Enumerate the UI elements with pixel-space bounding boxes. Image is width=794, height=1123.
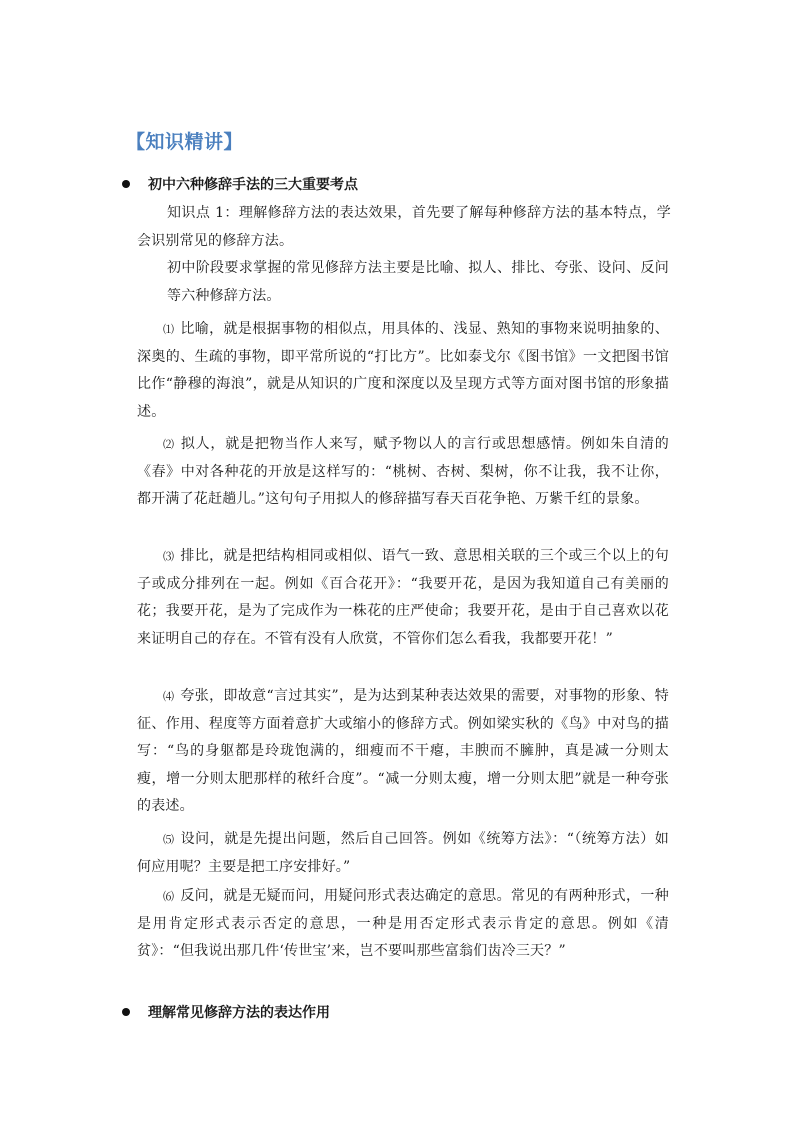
- item-text: 比喻，就是根据事物的相似点，用具体的、浅显、熟知的事物来说明抽象的、深奥的、生疏的事物，即平常所说的“打比方”。比如泰戈尔《图书馆》一文把图书馆比作“静穆的海浪”，就是从知识的广度和深度以及呈现方式等方面对图书馆的形象描述。: [137, 321, 669, 420]
- bullet-dot-icon: [122, 180, 130, 188]
- item-2-paragraph: [137, 431, 669, 514]
- item-text: 排比，就是把结构相同或相似、语气一致、意思相关联的三个或三个以上的句子或成分排列在一起。例如《百合花开》：“我要开花，是因为我知道自己有美丽的花；我要开花，是为了完成作为一株花的庄严使命；我要开花，是由于自己喜欢以花来证明自己的存在。不管有没有人欣赏，不管你们怎么看我，我都要开花！”: [137, 548, 669, 647]
- item-5-paragraph: [137, 826, 669, 881]
- item-4-paragraph: [137, 683, 669, 821]
- item-text: 夸张，即故意“言过其实”，是为达到某种表达效果的需要，对事物的形象、特征、作用、程度等方面着意扩大或缩小的修辞方式。例如梁实秋的《鸟》中对鸟的描写：“鸟的身躯都是玲珑饱满的，细瘦而不干瘪，丰腴而不臃肿，真是减一分则太瘦，增一分则太肥那样的秾纤合度”。“减一分则太瘦，增一分则太肥”就是一种夸张的表述。: [137, 688, 669, 814]
- intro-paragraph: [167, 255, 669, 310]
- item-text: 设问，就是先提出问题，然后自己回答。例如《统筹方法》：“（统筹方法）如何应用呢？主要是把工序安排好。”: [137, 831, 669, 875]
- item-text: 拟人，就是把物当作人来写，赋予物以人的言行或思想感情。例如朱自清的《春》中对各种花的开放是这样写的：“桃树、杏树、梨树，你不让我，我不让你，都开满了花赶趟儿。”这句句子用拟人的修辞描写春天百花争艳、万紫千红的景象。: [137, 436, 669, 507]
- section-heading: 【知识精讲】: [126, 131, 244, 153]
- item-number: ⑶: [163, 550, 175, 563]
- bullet-item-2: [122, 1002, 330, 1022]
- bullet-item-1: [122, 174, 358, 194]
- item-1-paragraph: [137, 316, 669, 426]
- item-6-paragraph: [137, 883, 669, 966]
- bullet-heading-2: 理解常见修辞方法的表达作用: [148, 1005, 330, 1021]
- item-number: ⑷: [163, 690, 175, 703]
- item-number: ⑹: [163, 890, 175, 903]
- knowledge-point-1: 知识点 1：理解修辞方法的表达效果，首先要了解每种修辞方法的基本特点，学会识别常见的修辞方法。: [137, 205, 671, 249]
- bullet-heading-1: 初中六种修辞手法的三大重要考点: [148, 177, 358, 193]
- item-number: ⑸: [163, 833, 175, 846]
- item-number: ⑴: [163, 323, 175, 336]
- item-text: 反问，就是无疑而问，用疑问形式表达确定的意思。常见的有两种形式，一种是用肯定形式表示否定的意思，一种是用否定形式表示肯定的意思。例如《清贫》：“但我说出那几件‘传世宝’来，岂不要叫那些富翁们齿冷三天？”: [137, 888, 669, 959]
- intro-text: 初中阶段要求掌握的常见修辞方法主要是比喻、拟人、排比、夸张、设问、反问等六种修辞方法。: [167, 260, 669, 304]
- item-number: ⑵: [163, 438, 175, 451]
- bullet-dot-icon: [122, 1008, 130, 1016]
- item-3-paragraph: [137, 543, 669, 653]
